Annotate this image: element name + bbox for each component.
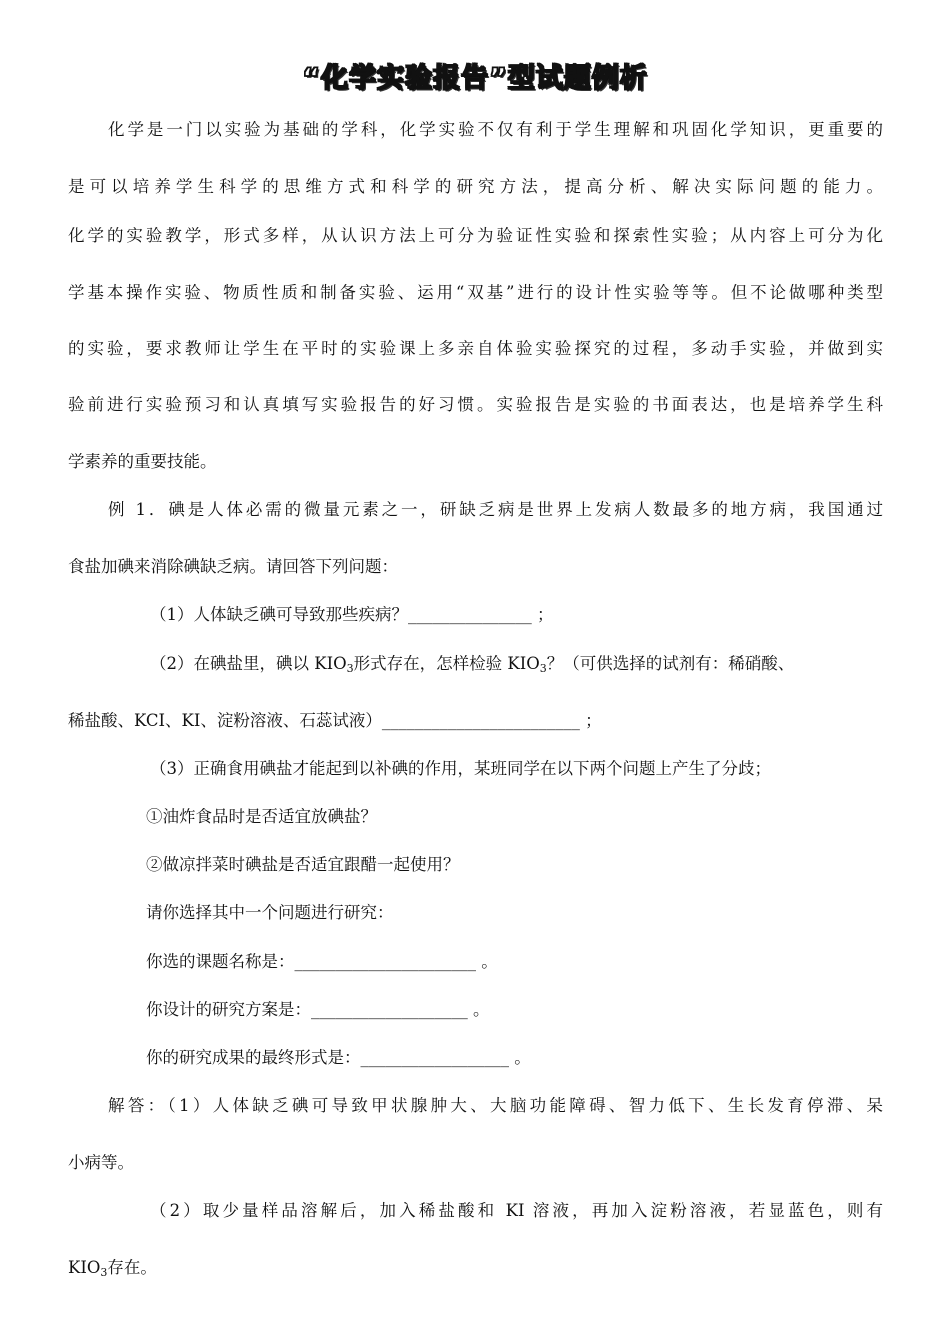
blank-topic-name: 你选的课题名称是：______________________ 。: [146, 952, 498, 971]
intro-p1-line1: 化学是一门以实验为基础的学科，化学实验不仅有利于学生理解和巩固化学知识，更重要的: [108, 120, 883, 139]
answer-2-text: 存在。: [107, 1258, 157, 1277]
question-2-line2: 稀盐酸、KCI、KI、淀粉溶液、石蕊试液）________________________ ；: [68, 711, 602, 730]
intro-p2-line1: 化学的实验教学，形式多样，从认识方法上可分为验证性实验和探索性实验；从内容上可分为化: [68, 226, 883, 245]
intro-p2-line3: 的实验，要求教师让学生在平时的实验课上多亲自体验实验探究的过程，多动手实验，并做到实: [68, 339, 883, 358]
example-line2: 食盐加碘来消除碘缺乏病。请回答下列问题：: [68, 557, 398, 576]
choose-prompt: 请你选择其中一个问题进行研究：: [146, 903, 394, 922]
question-2-text-b: 形式存在，怎样检验 KIO: [353, 654, 540, 673]
question-2-line1: [150, 652, 890, 676]
intro-p2-line2: 学基本操作实验、物质性质和制备实验、运用“双基”进行的设计性实验等等。但不论做哪种类型: [68, 283, 883, 302]
page-title: “化学实验报告”型试题例析: [302, 63, 648, 94]
option-1: ①油炸食品时是否适宜放碘盐？: [146, 807, 377, 826]
answer-2-subscript: 3: [100, 1266, 108, 1279]
intro-p1-line2: 是可以培养学生科学的思维方式和科学的研究方法，提高分析、解决实际问题的能力。: [68, 177, 883, 196]
example-line1: 例 1．碘是人体必需的微量元素之一，研缺乏病是世界上发病人数最多的地方病，我国通过: [108, 500, 883, 519]
answer-2-line2: [68, 1256, 883, 1280]
intro-p2-line5: 学素养的重要技能。: [68, 452, 217, 471]
option-2: ②做凉拌菜时碘盐是否适宜跟醋一起使用？: [146, 855, 460, 874]
blank-research-plan: 你设计的研究方案是：___________________ 。: [146, 1000, 490, 1019]
answer-2-formula: KIO: [68, 1258, 101, 1277]
question-2-subscript-2: 3: [539, 662, 547, 675]
blank-result-form: 你的研究成果的最终形式是：__________________ 。: [146, 1048, 531, 1067]
answer-1-line1: 解答：（1）人体缺乏碘可导致甲状腺肿大、大脑功能障碍、智力低下、生长发育停滞、呆: [108, 1096, 883, 1115]
question-2-subscript-1: 3: [346, 662, 354, 675]
question-3: （3）正确食用碘盐才能起到以补碘的作用，某班同学在以下两个问题上产生了分歧；: [150, 759, 771, 778]
question-2-text-c: ？（可供选择的试剂有：稀硝酸、: [546, 654, 795, 673]
question-1: （1）人体缺乏碘可导致那些疾病？_______________ ；: [150, 605, 554, 624]
answer-1-line2: 小病等。: [68, 1153, 134, 1172]
answer-2-line1: （2）取少量样品溶解后，加入稀盐酸和 KI 溶液，再加入淀粉溶液，若显蓝色，则有: [150, 1201, 883, 1220]
question-2-text-a: （2）在碘盐里，碘以 KIO: [150, 654, 347, 673]
intro-p2-line4: 验前进行实验预习和认真填写实验报告的好习惯。实验报告是实验的书面表达，也是培养学生科: [68, 395, 883, 414]
